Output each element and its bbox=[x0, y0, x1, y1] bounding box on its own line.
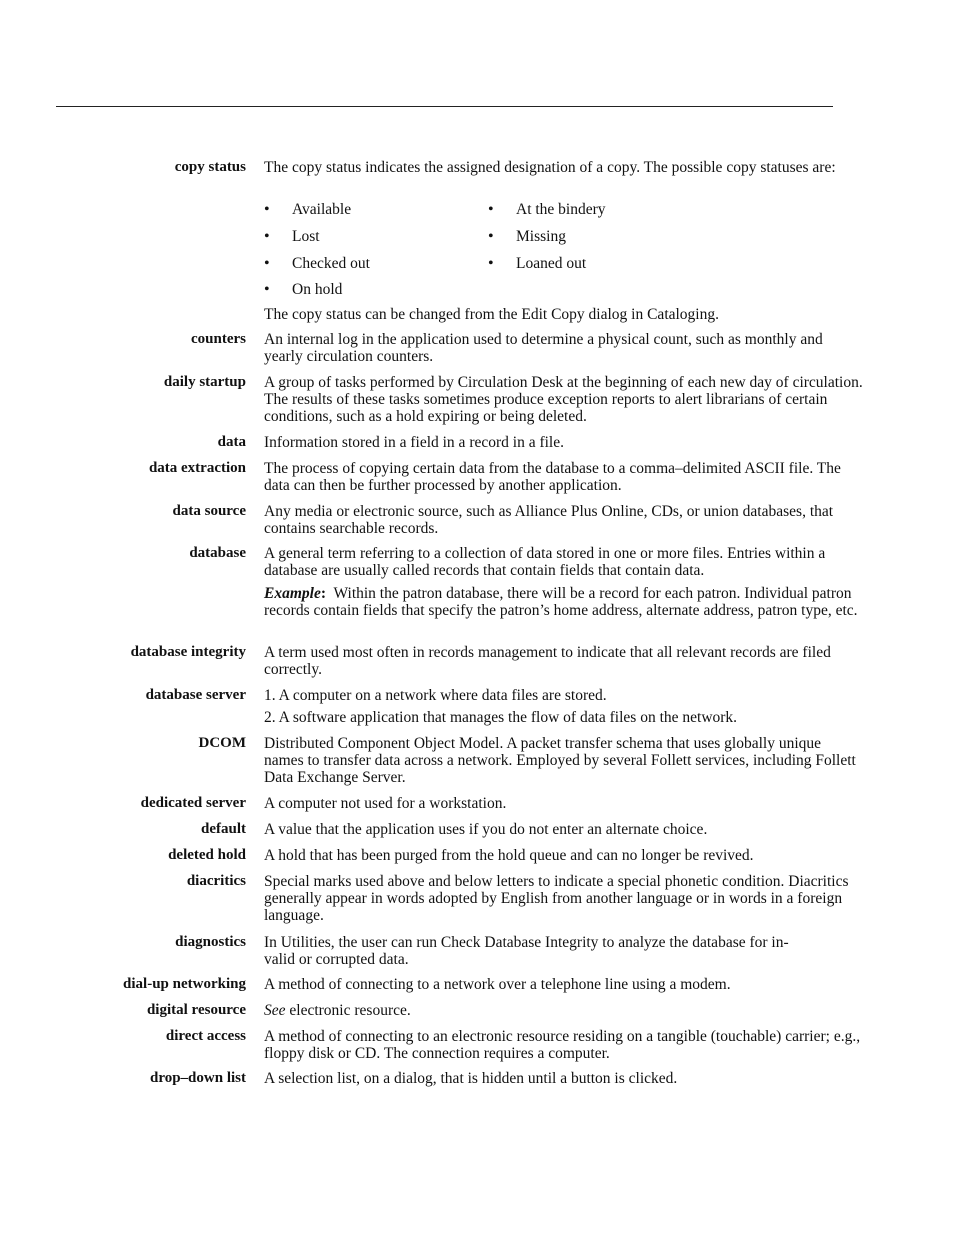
definition: 1. A computer on a network where data files are stored. bbox=[264, 687, 607, 704]
definition-note: The copy status can be changed from the Edit Copy dialog in Cataloging. bbox=[264, 306, 719, 323]
term: copy status bbox=[174, 159, 246, 175]
definition: A term used most often in records management to indicate that all relevant records are filed correctly. bbox=[264, 644, 831, 678]
definition: An internal log in the application used to determine a physical count, such as monthly and yearly circulation counters. bbox=[264, 331, 823, 365]
definition: A hold that has been purged from the hold queue and can no longer be revived. bbox=[264, 847, 754, 864]
see-target: electronic resource. bbox=[289, 1002, 411, 1019]
definition: A general term referring to a collection of data stored in one or more files. Entries within a database are usually called records that contain fields that contain data. bbox=[264, 545, 826, 579]
definition: valid or corrupted data. bbox=[264, 951, 409, 968]
definition: A computer not used for a workstation. bbox=[264, 795, 507, 812]
definition bbox=[264, 1002, 864, 1019]
definition: A method of connecting to a network over a telephone line using a modem. bbox=[264, 976, 731, 993]
term: default bbox=[201, 821, 246, 837]
term: database server bbox=[145, 687, 246, 703]
example-label: Example bbox=[264, 585, 321, 602]
term: DCOM bbox=[198, 735, 246, 751]
definition: A selection list, on a dialog, that is hidden until a button is clicked. bbox=[264, 1070, 678, 1087]
definition-example: Example: Within the patron database, there will be a record for each patron. Individual patron records contain fields that specify the patron’s home address, alternate address, patron type, etc. bbox=[264, 585, 858, 619]
term: diagnostics bbox=[175, 934, 246, 950]
definition: A group of tasks performed by Circulation Desk at the beginning of each new day of circulation. The results of these tasks sometimes produce exception reports to alert librarians of certain conditions, such as a hold expiring or being deleted. bbox=[264, 374, 863, 425]
header-rule bbox=[56, 106, 833, 107]
term: data source bbox=[172, 503, 246, 519]
term: digital resource bbox=[146, 1002, 246, 1018]
definition: Distributed Component Object Model. A packet transfer schema that uses globally unique names to transfer data across a network. Employed by several Follett services, including Follett Data Exchange Server. bbox=[264, 735, 856, 786]
see-label: See bbox=[264, 1002, 286, 1019]
term: deleted hold bbox=[168, 847, 246, 863]
definition: Special marks used above and below letters to indicate a special phonetic condition. Diacritics generally appear in words adopted by English from another language or in words in a foreign language. bbox=[264, 873, 849, 924]
term: diacritics bbox=[186, 873, 246, 889]
definition: The copy status indicates the assigned designation of a copy. The possible copy statuses are: bbox=[264, 159, 836, 176]
term: dial-up networking bbox=[123, 976, 246, 992]
term: dedicated server bbox=[140, 795, 246, 811]
definition: 2. A software application that manages the flow of data files on the network. bbox=[264, 709, 738, 726]
definition: A value that the application uses if you do not enter an alternate choice. bbox=[264, 821, 708, 838]
example-text: Within the patron database, there will be a record for each patron. Individual patron records contain fields that specify the patron’s home address, alternate address, patron type, etc. bbox=[264, 585, 858, 619]
term: direct access bbox=[165, 1028, 246, 1044]
definition: The process of copying certain data from the database to a comma–delimited ASCII file. The data can then be further processed by another application. bbox=[264, 460, 841, 494]
definition: A method of connecting to an electronic resource residing on a tangible (touchable) carrier; e.g., floppy disk or CD. The connection requires a computer. bbox=[264, 1028, 861, 1062]
term: counters bbox=[191, 331, 246, 347]
term: data extraction bbox=[148, 460, 246, 476]
definition: Any media or electronic source, such as Alliance Plus Online, CDs, or union databases, that contains searchable records. bbox=[264, 503, 834, 537]
term: database integrity bbox=[130, 644, 246, 660]
term: data bbox=[217, 434, 246, 450]
term: database bbox=[189, 545, 246, 561]
definition: Information stored in a field in a record in a file. bbox=[264, 434, 564, 451]
definition: In Utilities, the user can run Check Database Integrity to analyze the database for in- bbox=[264, 934, 789, 951]
term: drop–down list bbox=[149, 1070, 246, 1086]
term: daily startup bbox=[163, 374, 246, 390]
